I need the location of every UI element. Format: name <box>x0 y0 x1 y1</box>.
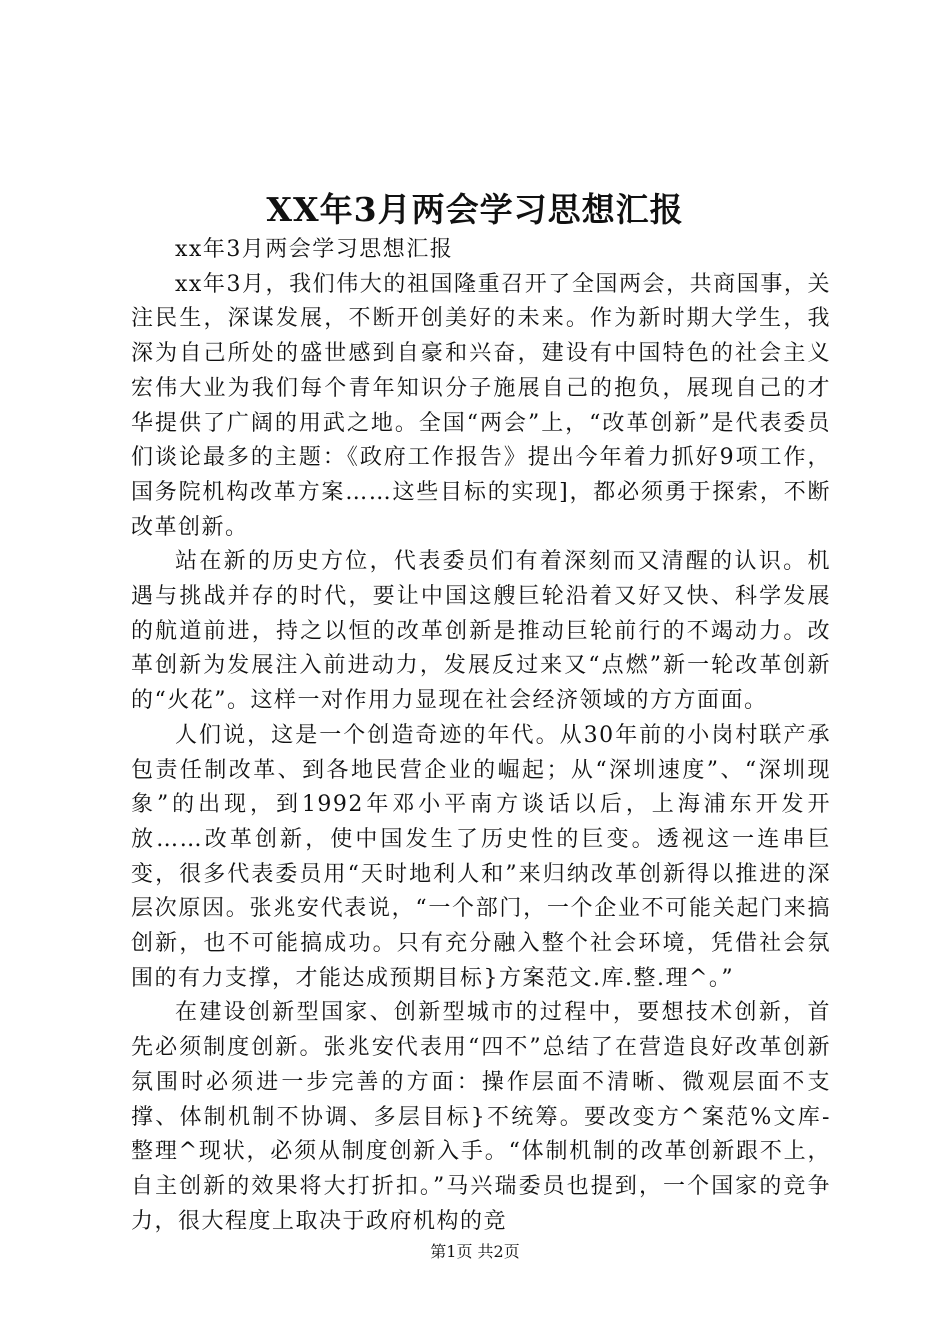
paragraph: 在建设创新型国家、创新型城市的过程中，要想技术创新，首先必须制度创新。张兆安代表用“四不”总结了在营造良好改革创新氛围时必须进一步完善的方面：操作层面不清晰、微观层面不支撑、体制机制不协调、多层目标}不统筹。要改变方^案范%文库-整理^现状，必须从制度创新入手。“体制机制的改革创新跟不上，自主创新的效果将大打折扣。”马兴瑞委员也提到，一个国家的竞争力，很大程度上取决于政府机构的竞 <box>131 1000 831 1234</box>
paragraph: xx年3月，我们伟大的祖国隆重召开了全国两会，共商国事，关注民生，深谋发展，不断开创美好的未来。作为新时期大学生，我深为自己所处的盛世感到自豪和兴奋，建设有中国特色的社会主义宏伟大业为我们每个青年知识分子施展自己的抱负，展现自己的才华提供了广阔的用武之地。全国“两会”上，“改革创新”是代表委员们谈论最多的主题：《政府工作报告》提出今年着力抓好9项工作，国务院机构改革方案……这些目标的实现]，都必须勇于探索，不断改革创新。 <box>131 271 831 540</box>
paragraph: 人们说，这是一个创造奇迹的年代。从30年前的小岗村联产承包责任制改革、到各地民营企业的崛起；从“深圳速度”、“深圳现象”的出现，到1992年邓小平南方谈话以后，上海浦东开发开放……改革创新，使中国发生了历史性的巨变。透视这一连串巨变，很多代表委员用“天时地利人和”来归纳改革创新得以推进的深层次原因。张兆安代表说，“一个部门，一个企业不可能关起门来搞创新，也不可能搞成功。只有充分融入整个社会环境，凭借社会氛围的有力支撑，才能达成预期目标}方案范文.库.整.理^。” <box>131 722 831 991</box>
paragraph: 站在新的历史方位，代表委员们有着深刻而又清醒的认识。机遇与挑战并存的时代，要让中国这艘巨轮沿着又好又快、科学发展的航道前进，持之以恒的改革创新是推动巨轮前行的不竭动力。改革创新为发展注入前进动力，发展反过来又“点燃”新一轮改革创新的“火花”。这样一对作用力显现在社会经济领域的方方面面。 <box>131 549 831 714</box>
document-title: XX年3月两会学习思想汇报 <box>266 190 684 229</box>
paragraph-subtitle: xx年3月两会学习思想汇报 <box>175 237 454 262</box>
document-body <box>131 233 831 1239</box>
page-number-footer: 第1页 共2页 <box>430 1242 520 1261</box>
